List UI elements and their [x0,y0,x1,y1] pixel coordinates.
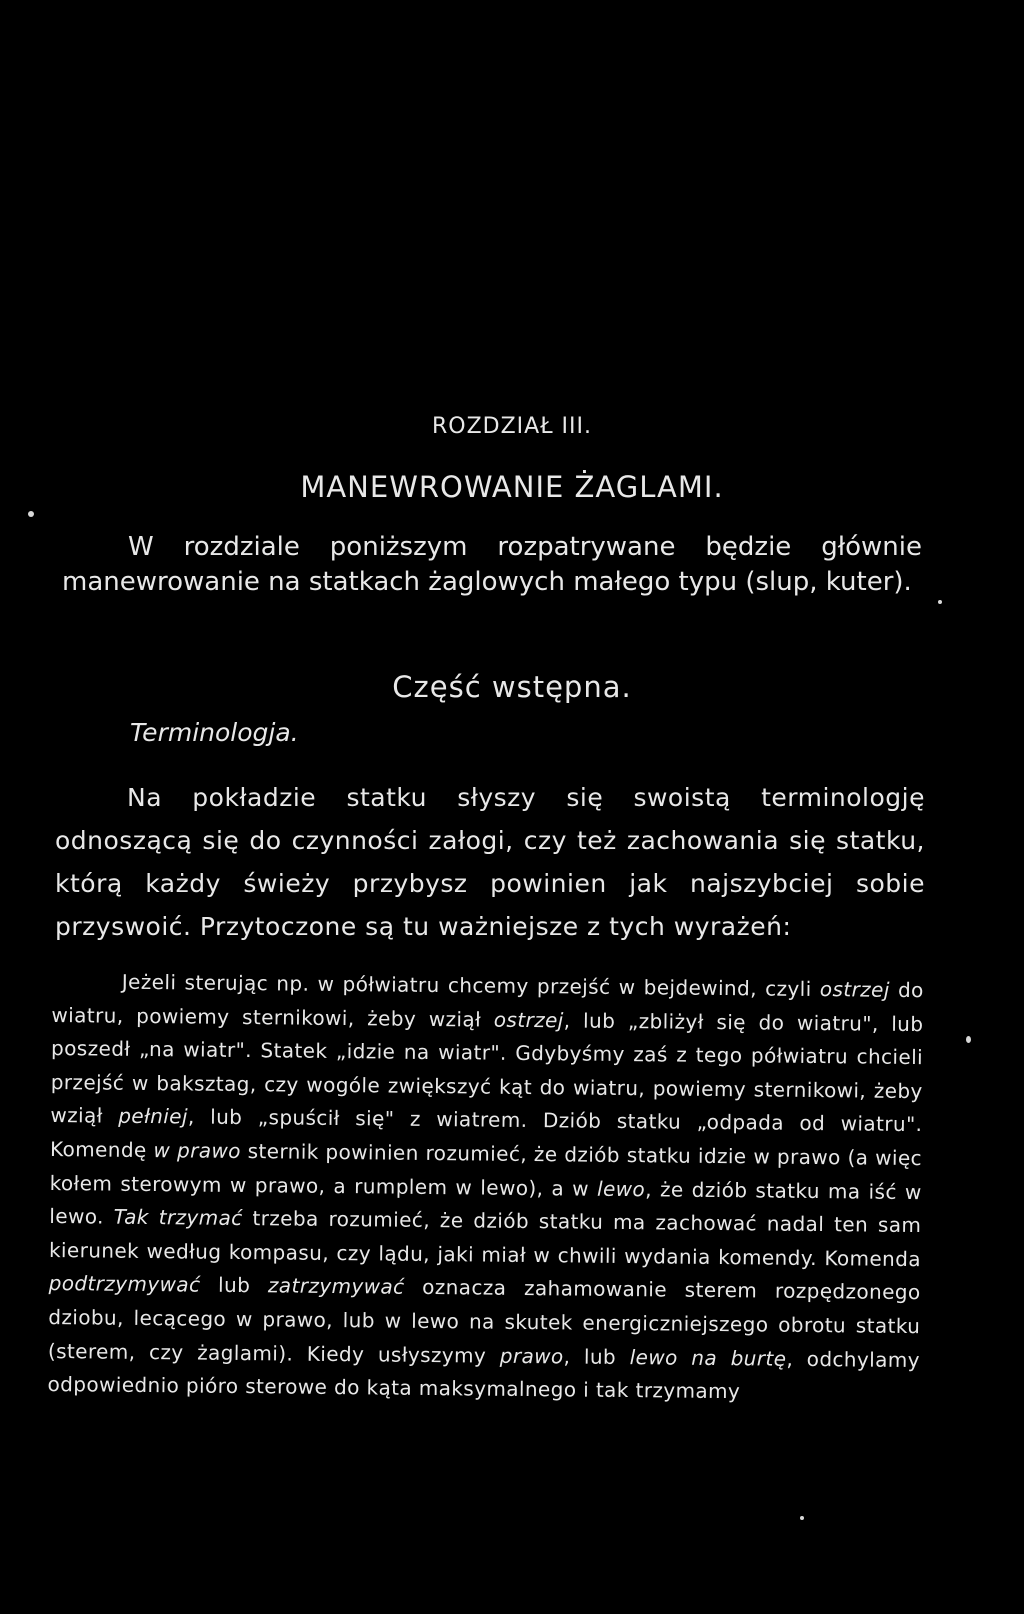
text-run: , że dziób statku ma iść w lewo. [49,1176,922,1229]
ink-speck [800,1516,804,1520]
emphasis: pełniej [118,1104,189,1129]
chapter-title: MANEWROWANIE ŻAGLAMI. [300,470,724,504]
intro-paragraph [62,530,922,600]
paragraph-text: Na pokładzie statku słyszy się swoistą terminologję odnoszącą się do czynności załogi, czy też zachowania się statku, którą każdy świeży przybysz powinien jak najszybciej sobie przyswoić. Przytoczone są tu ważniejsze z tych wyrażeń: [55,783,925,941]
text-run: , lub „spuścił się" z wiatrem. Dziób statku „odpada od wiatru". Komendę [49,1104,923,1163]
text-run: sternik powinien rozumieć, że dziób statku idzie w prawo (a więc kołem sterowym w prawo, a rumplem w lewo), a w [49,1138,923,1201]
text-run: , odchylamy odpowiednio pióro sterowe do kąta maksymalnego i tak trzymamy [47,1346,921,1404]
ink-speck [938,600,942,604]
ink-speck [966,1036,971,1043]
main-paragraph [55,776,925,948]
chapter-label: ROZDZIAŁ III. [431,414,593,439]
emphasis: ostrzej [493,1007,564,1032]
small-print-paragraph [47,965,924,1411]
text-run: trzeba rozumieć, że dziób statku ma zachować nadal ten sam kierunek według kompasu, czy lądu, jaki miał w chwili wydania komendy. Komenda [48,1206,922,1271]
emphasis: prawo [499,1343,564,1368]
text-run: , lub [563,1343,630,1369]
subheading: Terminologja. [130,718,299,747]
text-run: do wiatru, powiemy sternikowi, żeby wziął [51,977,924,1032]
emphasis: w prawo [153,1138,241,1163]
emphasis: lewo na burtę [629,1344,787,1371]
text-run: oznacza zahamowanie sterem rozpędzonego dziobu, lecącego w prawo, lub w lewo na skutek energiczniejszego obrotu statku (sterem, czy żaglami). Kiedy usłyszymy [47,1275,921,1368]
text-run: , lub „zbliżył się do wiatru", lub poszedł „na wiatr". Statek „idzie na wiatr". Gdybyśmy zaś z tego półwiatru chcieli przejść w baksztag, czy wogóle zwiększyć kąt do wiatru, powiemy sternikowi, żeby wziął [50,1007,924,1129]
emphasis: Tak trzymać [113,1204,243,1231]
text-run: Jeżeli sterując np. w półwiatru chcemy przejść w bejdewind, czyli [121,969,821,1002]
small-text [47,965,924,1411]
ink-speck [28,511,34,517]
emphasis: lewo [596,1176,646,1201]
intro-text: W rozdziale poniższym rozpatrywane będzie głównie manewrowanie na statkach żaglowych małego typu (slup, kuter). [62,532,922,597]
emphasis: zatrzymywać [267,1273,405,1300]
section-title: Część wstępna. [392,670,632,704]
emphasis: podtrzymywać [48,1271,201,1297]
text-run: lub [200,1272,269,1298]
emphasis: ostrzej [819,977,890,1002]
